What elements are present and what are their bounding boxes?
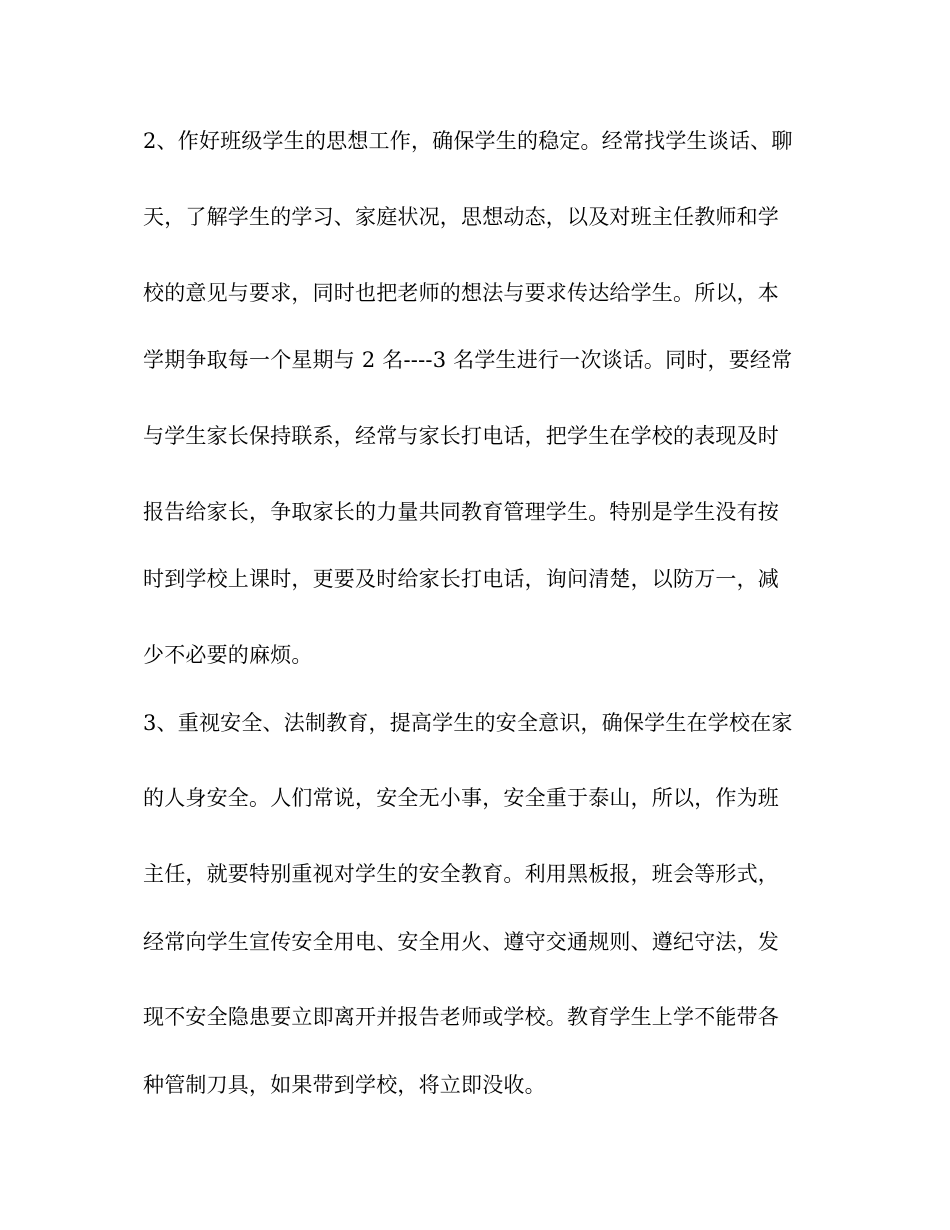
text-line: 2、作好班级学生的思想工作，确保学生的稳定。经常找学生谈话、聊 (143, 129, 793, 153)
text-line: 种管制刀具，如果带到学校，将立即没收。 (143, 1073, 546, 1097)
text-line: 与学生家长保持联系，经常与家长打电话，把学生在学校的表现及时 (143, 424, 779, 448)
text-line: 现不安全隐患要立即离开并报告老师或学校。教育学生上学不能带各 (143, 1005, 779, 1029)
text-line: 3、重视安全、法制教育，提高学生的安全意识，确保学生在学校在家 (143, 711, 793, 735)
text-line: 时到学校上课时，更要及时给家长打电话，询问清楚，以防万一，减 (143, 567, 779, 591)
text-line: 经常向学生宣传安全用电、安全用火、遵守交通规则、遵纪守法，发 (143, 930, 779, 954)
text-line: 少不必要的麻烦。 (143, 643, 313, 667)
text-line: 报告给家长，争取家长的力量共同教育管理学生。特别是学生没有按 (143, 500, 779, 524)
text-line: 天，了解学生的学习、家庭状况，思想动态，以及对班主任教师和学 (143, 205, 779, 229)
text-line: 学期争取每一个星期与 2 名----3 名学生进行一次谈话。同时，要经常 (143, 348, 793, 372)
text-line: 校的意见与要求，同时也把老师的想法与要求传达给学生。所以，本 (143, 281, 779, 305)
text-line: 的人身安全。人们常说，安全无小事，安全重于泰山，所以，作为班 (143, 786, 779, 810)
text-line: 主任，就要特别重视对学生的安全教育。利用黑板报，班会等形式， (143, 862, 779, 886)
